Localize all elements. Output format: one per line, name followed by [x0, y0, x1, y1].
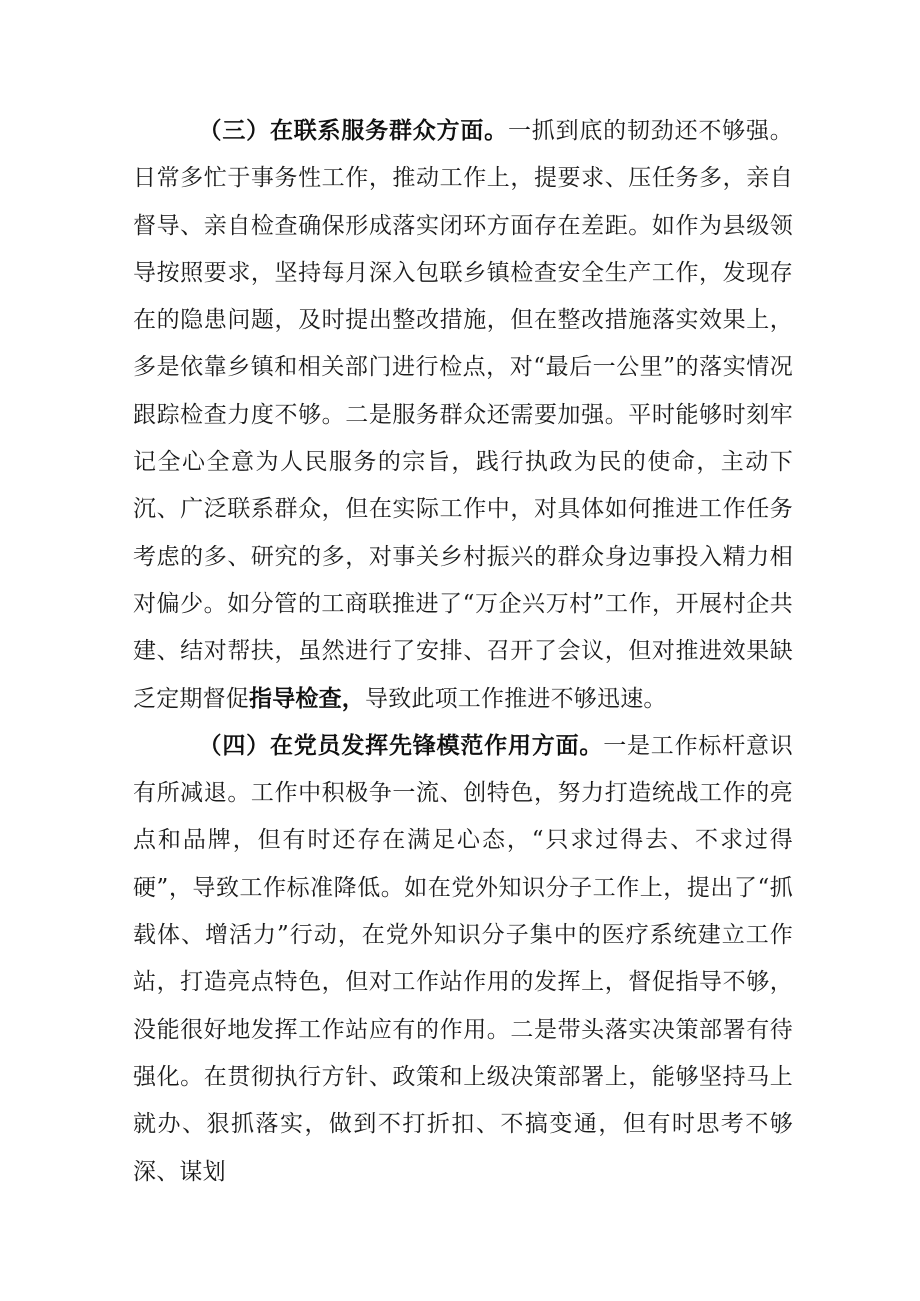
- paragraph-heading: （三）在联系服务群众方面。: [198, 118, 508, 144]
- paragraph-heading: （四）在党员发挥先锋模范作用方面。: [198, 732, 604, 759]
- paragraph-party-vanguard: [133, 723, 793, 1196]
- paragraph-service-masses: [133, 108, 793, 723]
- document-body: [133, 108, 793, 1196]
- emphasis-text: 指导检查，: [249, 685, 365, 712]
- paragraph-text: 导致此项工作推进不够迅速。: [365, 685, 667, 712]
- paragraph-text: 一抓到底的韧劲还不够强。日常多忙于事务性工作，推动工作上，提要求、压任务多，亲自督导、亲自检查确保形成落实闭环方面存在差距。如作为县级领导按照要求，坚持每月深入包联乡镇检查安全生产工作，发现存在的隐患问题，及时提出整改措施，但在整改措施落实效果上，多是依靠乡镇和相关部门进行检点，对“最后一公里”的落实情况跟踪检查力度不够。二是服务群众还需要加强。平时能够时刻牢记全心全意为人民服务的宗旨，践行执政为民的使命，主动下沉、广泛联系群众，但在实际工作中，对具体如何推进工作任务考虑的多、研究的多，对事关乡村振兴的群众身边事投入精力相对偏少。如分管的工商联推进了“万企兴万村”工作，开展村企共建、结对帮扶，虽然进行了安排、召开了会议，但对推进效果缺乏定期督促: [133, 118, 793, 712]
- paragraph-text: 一是工作标杆意识有所减退。工作中积极争一流、创特色，努力打造统战工作的亮点和品牌，但有时还存在满足心态，“只求过得去、不求过得硬”，导致工作标准降低。如在党外知识分子工作上，提出了“抓载体、增活力”行动，在党外知识分子集中的医疗系统建立工作站，打造亮点特色，但对工作站作用的发挥上，督促指导不够，没能很好地发挥工作站应有的作用。二是带头落实决策部署有待强化。在贯彻执行方针、政策和上级决策部署上，能够坚持马上就办、狠抓落实，做到不打折扣、不搞变通，但有时思考不够深、谋划: [133, 732, 793, 1185]
